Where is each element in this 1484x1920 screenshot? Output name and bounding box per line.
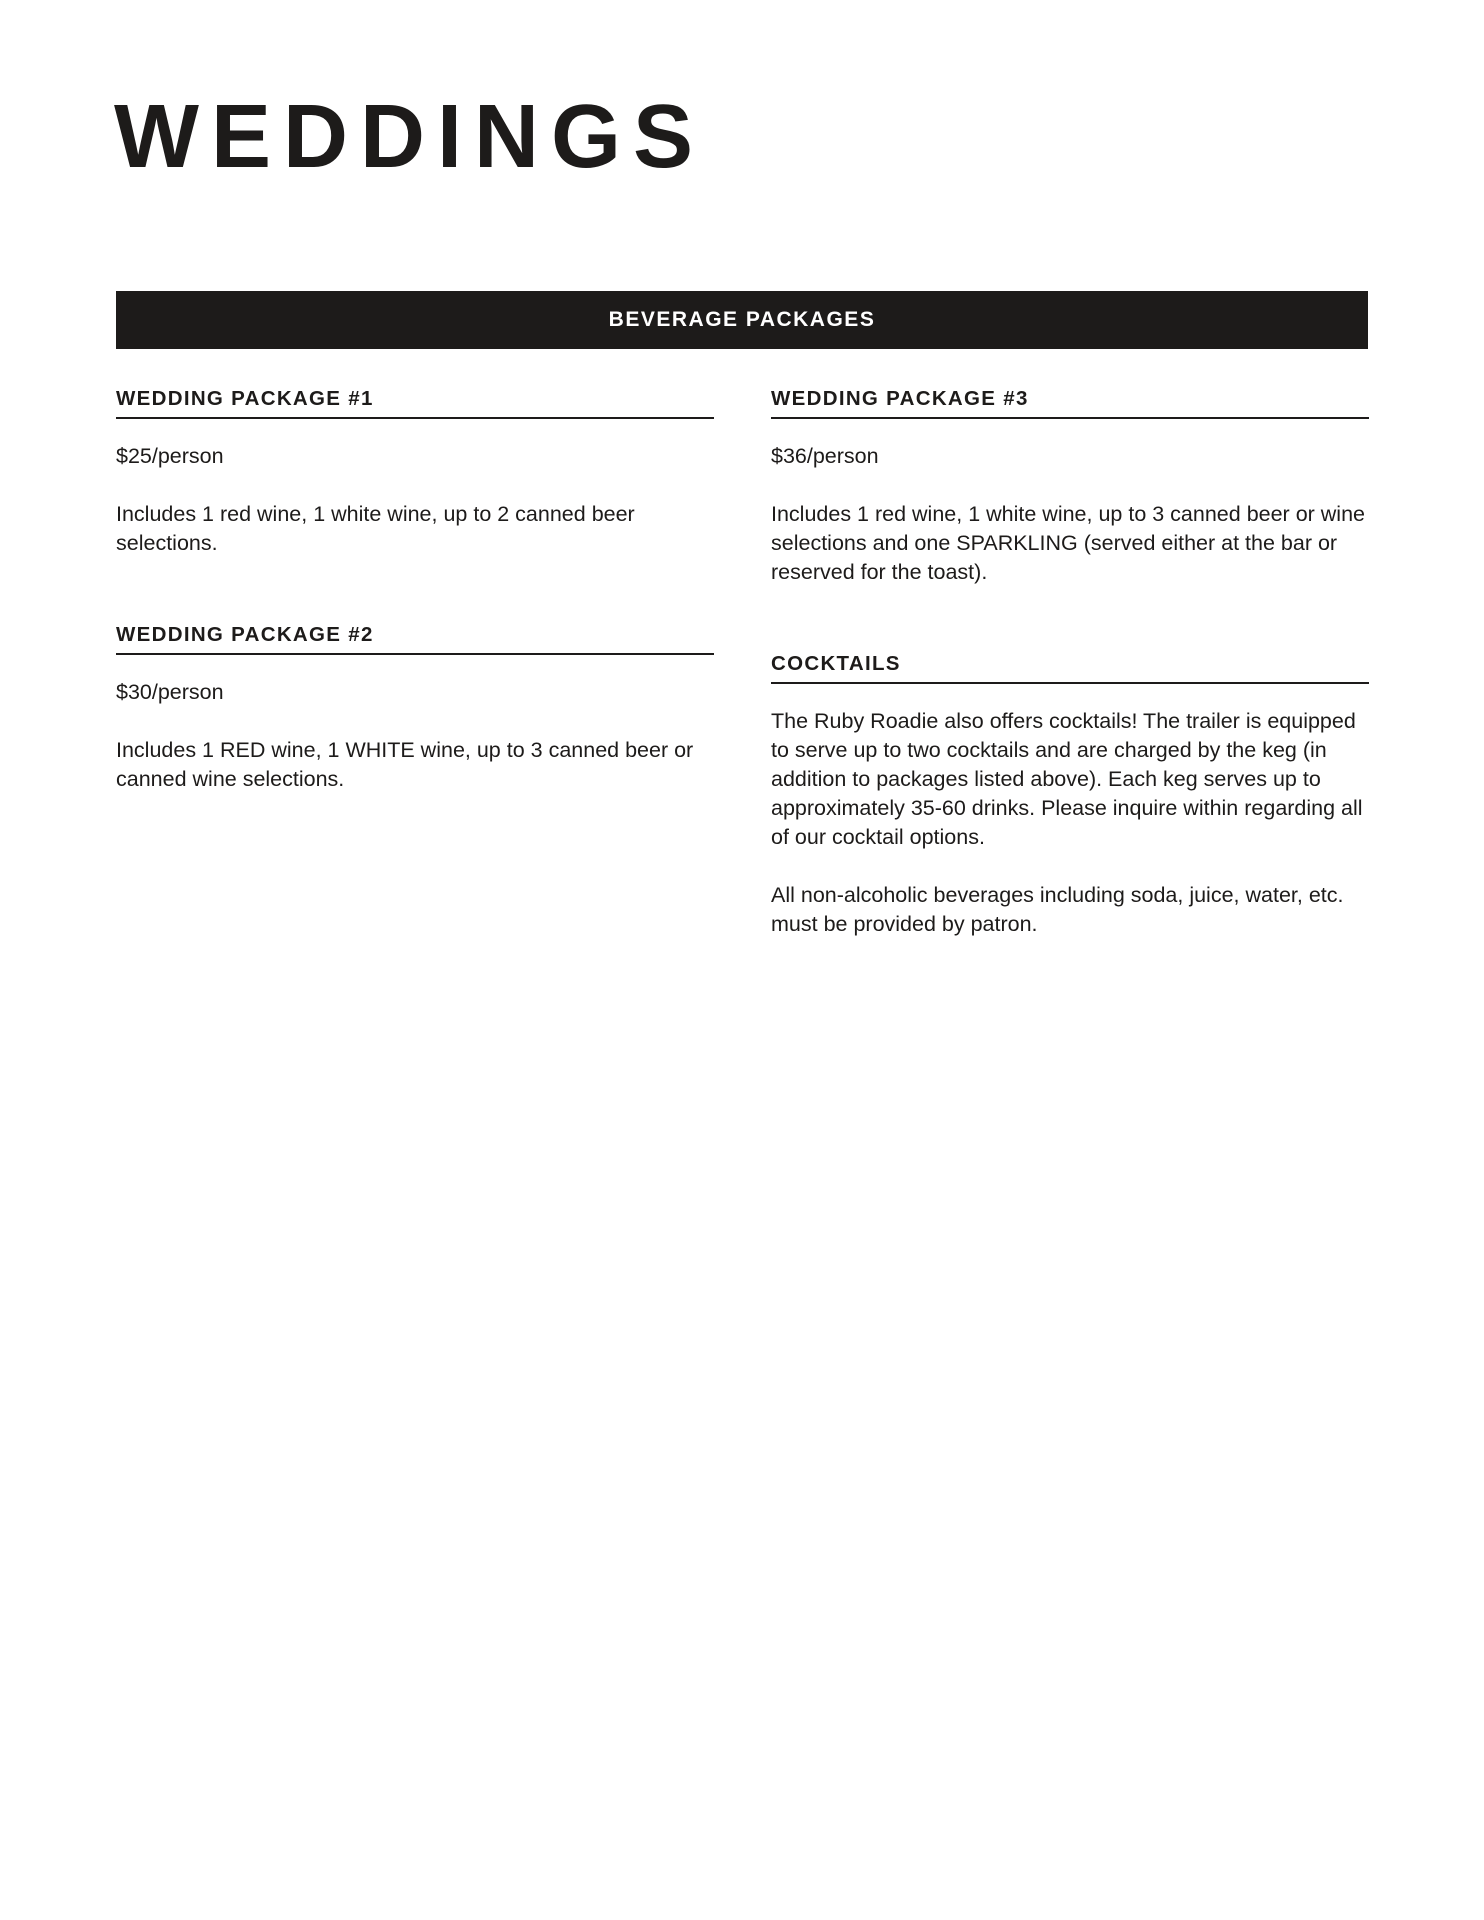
package-1-description: Includes 1 red wine, 1 white wine, up to 2 canned beer selections. — [116, 502, 635, 555]
package-3-heading: WEDDING PACKAGE #3 — [771, 386, 1369, 419]
wedding-package-3 — [771, 386, 1369, 587]
right-column — [771, 386, 1369, 939]
package-1-price: $25/person — [116, 444, 224, 468]
cocktails-paragraph-1: The Ruby Roadie also offers cocktails! The trailer is equipped to serve up to two cocktails and are charged by the keg (in addition to packages listed above). Each keg serves up to approximately 35-60 drinks. Please inquire within regarding all of our cocktail options. — [771, 709, 1363, 849]
left-column — [116, 386, 714, 794]
package-2-price: $30/person — [116, 680, 224, 704]
cocktails-section — [771, 651, 1369, 939]
wedding-package-1 — [116, 386, 714, 558]
beverage-packages-banner — [116, 291, 1368, 349]
package-3-price: $36/person — [771, 444, 879, 468]
cocktails-paragraph-2: All non-alcoholic beverages including soda, juice, water, etc. must be provided by patron. — [771, 883, 1344, 936]
package-1-heading: WEDDING PACKAGE #1 — [116, 386, 714, 419]
package-2-heading: WEDDING PACKAGE #2 — [116, 622, 714, 655]
banner-label: BEVERAGE PACKAGES — [608, 308, 876, 331]
wedding-package-2 — [116, 622, 714, 794]
cocktails-heading: COCKTAILS — [771, 651, 1369, 684]
package-3-description: Includes 1 red wine, 1 white wine, up to 3 canned beer or wine selections and one SPARKLING (served either at the bar or reserved for the toast). — [771, 502, 1366, 584]
package-2-description: Includes 1 RED wine, 1 WHITE wine, up to 3 canned beer or canned wine selections. — [116, 738, 694, 791]
page-title: WEDDINGS — [114, 87, 705, 187]
